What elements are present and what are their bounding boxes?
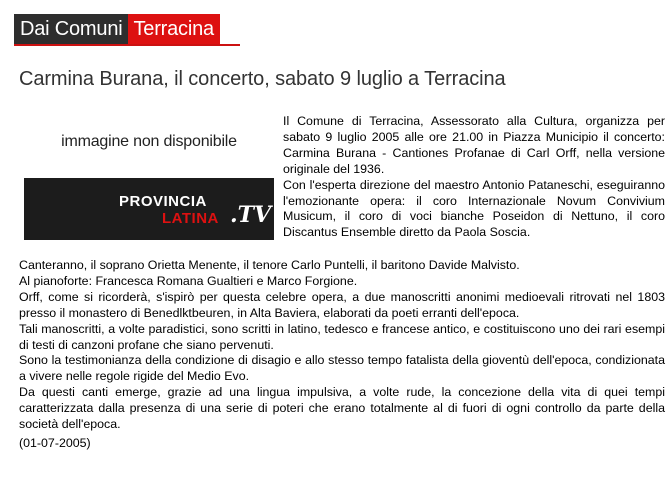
paragraph: Sono la testimonianza della condizione di disagio e allo stesso tempo fatalista della gioventù dell'epoca, condizionata a vivere nelle regole rigide del Medio Evo.	[19, 353, 665, 384]
logo-tv-suffix: .TV	[230, 202, 272, 228]
paragraph: Canteranno, il soprano Orietta Menente, il tenore Carlo Puntelli, il baritono Davide Malvisto.	[19, 258, 520, 272]
paragraph: Al pianoforte: Francesca Romana Gualtieri e Marco Forgione.	[19, 273, 358, 288]
section-header	[14, 14, 240, 46]
paragraph: Con l'esperta direzione del maestro Antonio Pataneschi, eseguiranno l'emozionante opera: il coro Internazionale Novum Convivium Musicum, il coro di voci bianche Poseidon di Nettuno, il coro Discantus Ensemble diretto da Paola Soscia.	[283, 177, 665, 240]
publication-date: (01-07-2005)	[19, 436, 91, 450]
logo-line1: PROVINCIA	[119, 193, 207, 210]
city-label[interactable]: Terracina	[128, 14, 219, 44]
paragraph: Il Comune di Terracina, Assessorato alla Cultura, organizza per sabato 9 luglio 2005 alle ore 21.00 in Piazza Municipio il concerto: Carmina Burana - Cantiones Profanae di Carl Orff, nella versione originale del 1936.	[283, 114, 665, 176]
paragraph: Da questi canti emerge, grazie ad una lingua impulsiva, a volte rude, la concezione della vita di quei tempi caratterizzata dalla presenza di una serie di poteri che erano totalmente al di fuori di ogni controllo da parte della società dell'epoca.	[19, 385, 665, 432]
article-body	[19, 258, 665, 433]
article-title: Carmina Burana, il concerto, sabato 9 luglio a Terracina	[19, 68, 506, 90]
provincia-latina-tv-logo	[24, 178, 274, 240]
logo-line2: LATINA	[162, 210, 219, 227]
paragraph: Tali manoscritti, a volte paradistici, sono scritti in latino, tedesco e francese antico, e costituiscono uno dei rari esempi di testi di canzoni profane che siano pervenuti.	[19, 321, 665, 352]
article-image	[24, 132, 274, 244]
article-body-top	[283, 114, 665, 241]
section-label[interactable]: Dai Comuni	[14, 14, 128, 44]
paragraph: Orff, come si ricorderà, s'ispirò per questa celebre opera, a due manoscritti anonimi medioevali ritrovati nel 1803 presso il monastero di Benedlktbeuren, in Alta Baviera, elaborati da poeti erranti dell'epoca.	[19, 289, 665, 320]
image-unavailable-text: immagine non disponibile	[61, 133, 237, 150]
